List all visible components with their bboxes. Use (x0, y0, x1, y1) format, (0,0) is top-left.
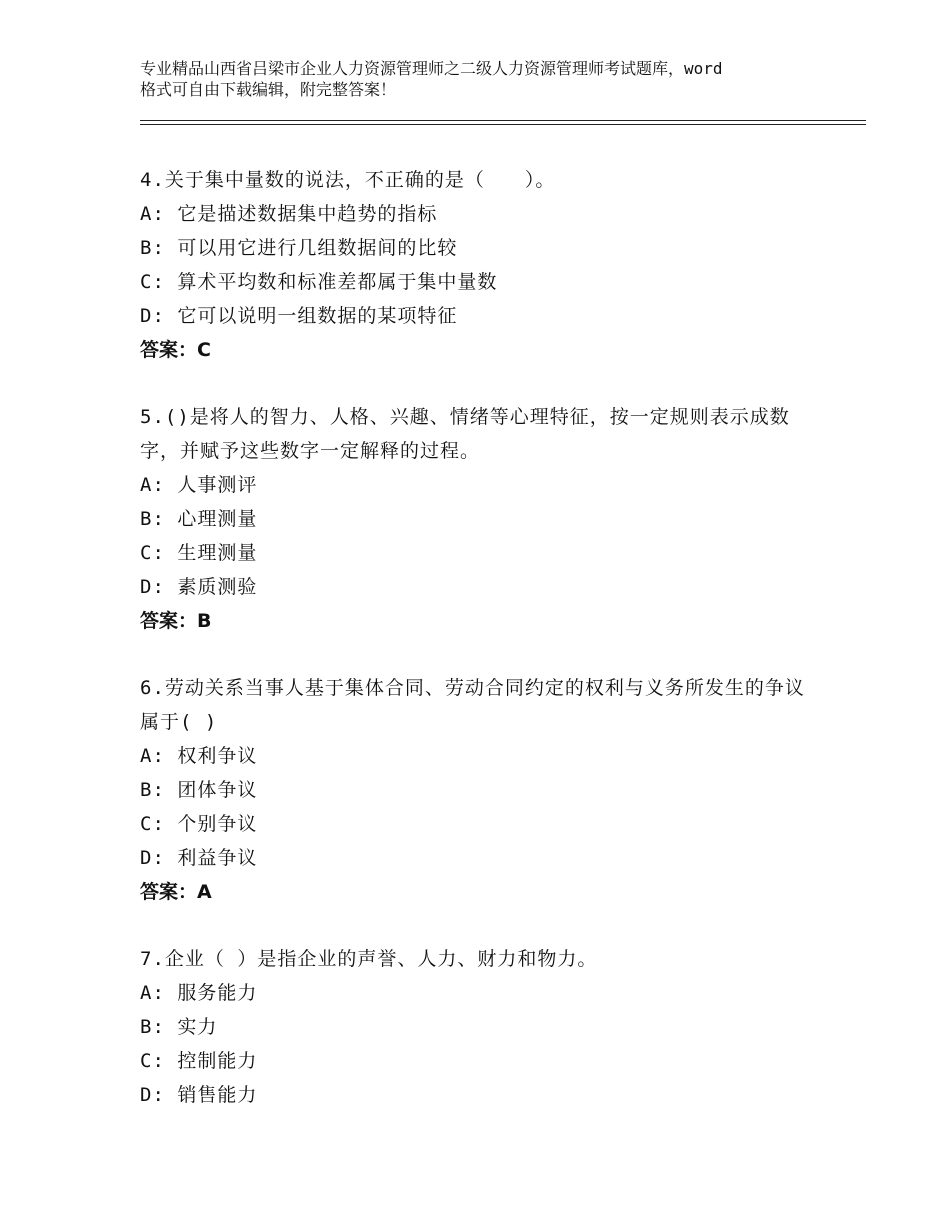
option-a: A: 人事测评 (140, 474, 258, 496)
header-line-1: 专业精品山西省吕梁市企业人力资源管理师之二级人力资源管理师考试题库，word (140, 59, 723, 78)
option-b: B: 实力 (140, 1016, 218, 1038)
option-d: D: 利益争议 (140, 847, 258, 869)
document-header (140, 58, 840, 100)
question-6 (140, 671, 820, 909)
question-stem: 5.()是将人的智力、人格、兴趣、情绪等心理特征，按一定规则表示成数字，并赋予这些数字一定解释的过程。 (140, 406, 790, 462)
option-b: B: 可以用它进行几组数据间的比较 (140, 237, 458, 259)
header-divider (140, 120, 866, 125)
question-list (140, 163, 820, 1145)
question-4 (140, 163, 820, 367)
question-stem: 4.关于集中量数的说法，不正确的是（ ）。 (140, 169, 556, 191)
question-7 (140, 942, 820, 1112)
option-a: A: 它是描述数据集中趋势的指标 (140, 203, 438, 225)
question-stem: 6.劳动关系当事人基于集体合同、劳动合同约定的权利与义务所发生的争议属于( ) (140, 677, 805, 733)
option-c: C: 控制能力 (140, 1050, 258, 1072)
option-d: D: 它可以说明一组数据的某项特征 (140, 305, 458, 327)
question-stem: 7.企业（ ）是指企业的声誉、人力、财力和物力。 (140, 948, 598, 970)
header-line-2: 格式可自由下载编辑，附完整答案！ (140, 80, 397, 99)
option-a: A: 权利争议 (140, 745, 258, 767)
option-c: C: 个别争议 (140, 813, 258, 835)
option-c: C: 生理测量 (140, 542, 258, 564)
answer: 答案：B (140, 610, 212, 632)
answer: 答案：C (140, 339, 211, 361)
option-a: A: 服务能力 (140, 982, 258, 1004)
question-5 (140, 400, 820, 638)
option-d: D: 素质测验 (140, 576, 258, 598)
option-d: D: 销售能力 (140, 1084, 258, 1106)
option-c: C: 算术平均数和标准差都属于集中量数 (140, 271, 498, 293)
option-b: B: 团体争议 (140, 779, 258, 801)
option-b: B: 心理测量 (140, 508, 258, 530)
answer: 答案：A (140, 881, 212, 903)
